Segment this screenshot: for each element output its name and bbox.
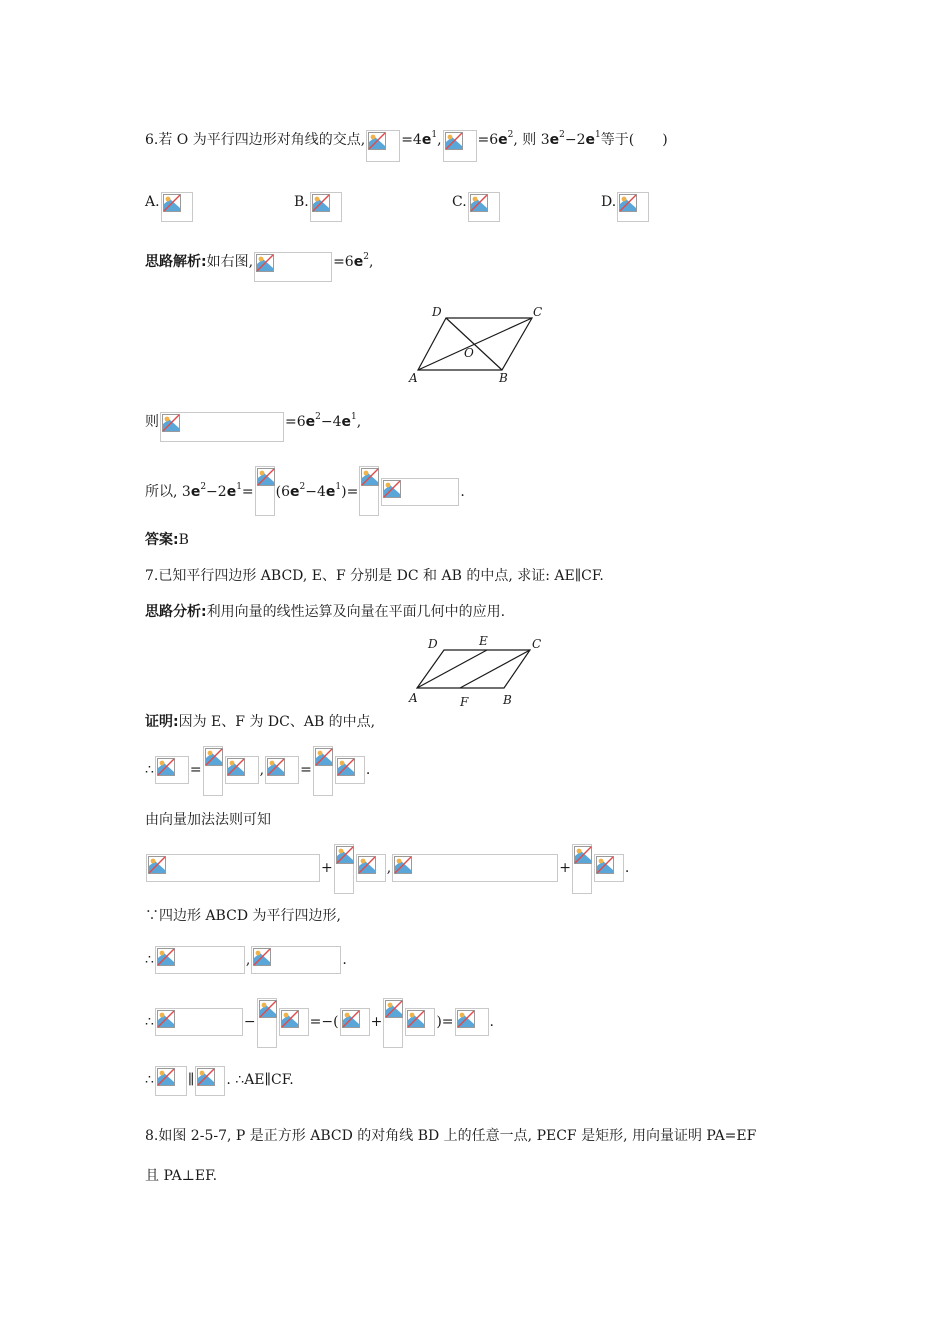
q6-vector-e: e [549, 132, 560, 148]
therefore-symbol: ∴ [145, 762, 154, 778]
analysis-end: , [368, 254, 374, 270]
image-placeholder [265, 756, 299, 784]
broken-image-icon [312, 194, 330, 212]
so-mid2: −4 [305, 484, 326, 500]
broken-image-icon [227, 758, 245, 776]
broken-image-icon [445, 132, 463, 150]
broken-image-icon [257, 468, 275, 486]
proof7-line2 [145, 810, 271, 830]
broken-image-icon [337, 758, 355, 776]
then-sub: 2 [315, 412, 321, 422]
broken-image-icon [157, 1068, 175, 1086]
broken-image-icon [383, 480, 401, 498]
broken-image-icon [315, 748, 333, 766]
so-sub: 2 [200, 482, 207, 492]
image-placeholder [443, 130, 477, 162]
image-placeholder [594, 854, 624, 882]
image-placeholder [392, 854, 558, 882]
so-vector-e: e [325, 484, 336, 500]
option-a [145, 192, 194, 222]
q6-prefix: 6.若 O 为平行四边形对角线的交点, [145, 132, 366, 148]
then-mid: −4 [320, 414, 342, 430]
broken-image-icon [342, 1010, 360, 1028]
vertex-c-label: C [533, 305, 543, 319]
broken-image-icon [267, 758, 285, 776]
answer6-line [145, 530, 189, 550]
q8-line1 [145, 1126, 756, 1146]
parallel-symbol: ∥ [187, 1072, 195, 1088]
fraction-placeholder [203, 746, 223, 796]
image-placeholder [356, 854, 386, 882]
broken-image-icon [574, 846, 592, 864]
analysis-text: 利用向量的线性运算及向量在平面几何中的应用. [206, 604, 506, 620]
proof7-line7 [145, 1066, 294, 1096]
period: . [365, 762, 371, 778]
option-label: A. [145, 194, 160, 210]
then-sub: 1 [351, 412, 357, 422]
proof7-line4 [145, 906, 341, 926]
vertex-a-label: A [409, 691, 418, 705]
vertex-d-label: D [432, 305, 442, 319]
fraction-placeholder [359, 466, 379, 516]
image-placeholder [195, 1066, 225, 1096]
broken-image-icon [457, 1010, 475, 1028]
q8-text: 8.如图 2-5-7, P 是正方形 ABCD 的对角线 BD 上的任意一点, PECF 是矩形, 用向量证明 PA=EF [145, 1128, 757, 1144]
proof-text: ∵四边形 ABCD 为平行四边形, [145, 908, 341, 924]
broken-image-icon [281, 1010, 299, 1028]
q6-comma: , [437, 132, 442, 148]
q6-eq2: =6 [477, 132, 499, 148]
broken-image-icon [259, 1000, 277, 1018]
analysis-label: 思路解析: [145, 254, 207, 270]
q8-text: 且 PA⊥EF. [145, 1168, 218, 1184]
image-placeholder [146, 854, 320, 882]
broken-image-icon [162, 414, 180, 432]
proof7-line1 [145, 746, 370, 796]
vertex-b-label: B [503, 693, 512, 707]
q7-text: 7.已知平行四边形 ABCD, E、F 分别是 DC 和 AB 的中点, 求证: AE∥CF. [145, 568, 604, 584]
answer-value: B [178, 532, 189, 548]
midpoint-f-label: F [460, 695, 469, 709]
proof-text: 因为 E、F 为 DC、AB 的中点, [178, 714, 376, 730]
then-vector-e: e [305, 414, 316, 430]
plus-sign: + [321, 860, 333, 876]
image-placeholder [155, 756, 189, 784]
q7-line [145, 566, 604, 586]
q6-line [145, 130, 668, 162]
then6-line [145, 412, 361, 442]
eq-sign: = [189, 762, 202, 778]
analysis-sub: 2 [363, 252, 369, 262]
image-placeholder [381, 478, 459, 506]
q6-tail: 等于( ) [600, 132, 668, 148]
image-placeholder [279, 1008, 309, 1036]
comma: , [259, 762, 265, 778]
plus-sign: + [559, 860, 571, 876]
parallelogram-outline [417, 650, 530, 688]
eq-neg: =−( [309, 1014, 339, 1030]
image-placeholder [155, 1066, 187, 1096]
broken-image-icon [336, 846, 354, 864]
analysis6-line [145, 252, 373, 282]
so-close: )= [341, 484, 359, 500]
image-placeholder [468, 192, 500, 222]
period: . [624, 860, 630, 876]
proof7-line5 [145, 946, 347, 974]
vertex-c-label: C [532, 637, 542, 651]
proof7-line3 [145, 844, 629, 894]
image-placeholder [225, 756, 259, 784]
segment-fc [460, 650, 530, 688]
analysis-text: 如右图, [206, 254, 254, 270]
proof-text: 由向量加法法则可知 [145, 812, 271, 828]
option-label: B. [294, 194, 309, 210]
image-placeholder [251, 946, 341, 974]
image-placeholder [335, 756, 365, 784]
image-placeholder [617, 192, 649, 222]
minus-sign: − [243, 1014, 256, 1030]
period: . [489, 1014, 494, 1030]
fraction-placeholder [383, 998, 403, 1048]
broken-image-icon [157, 758, 175, 776]
image-placeholder [340, 1008, 370, 1036]
analysis-eq: =6 [333, 254, 354, 270]
analysis-vector-e: e [353, 254, 364, 270]
broken-image-icon [157, 948, 175, 966]
so-vector-e: e [290, 484, 300, 500]
so-end: . [460, 484, 465, 500]
vertex-a-label: A [409, 371, 418, 385]
fraction-placeholder [313, 746, 333, 796]
conclusion-text: . ∴AE∥CF. [226, 1072, 294, 1088]
parallelogram-figure [400, 300, 560, 390]
so-sub: 1 [236, 482, 242, 492]
so-eq: = [241, 484, 254, 500]
q6-sub: 2 [559, 130, 565, 140]
q8-line2 [145, 1166, 217, 1186]
image-placeholder [405, 1008, 435, 1036]
then-text: 则 [145, 414, 159, 430]
broken-image-icon [619, 194, 637, 212]
proof7-line [145, 712, 375, 732]
q6-vector-e: e [585, 132, 596, 148]
broken-image-icon [148, 856, 166, 874]
comma: , [386, 860, 392, 876]
vertex-b-label: B [499, 371, 508, 385]
so-vector-e: e [226, 484, 237, 500]
option-label: C. [452, 194, 467, 210]
q6-sub: 1 [431, 130, 438, 140]
so-sub: 2 [299, 482, 306, 492]
therefore-symbol: ∴ [145, 1014, 154, 1030]
image-placeholder [254, 252, 332, 282]
diagonal-ac [418, 318, 532, 370]
so-sub: 1 [335, 482, 342, 492]
q6-sub: 2 [507, 130, 514, 140]
broken-image-icon [205, 748, 223, 766]
image-placeholder [310, 192, 342, 222]
then-vector-e: e [341, 414, 352, 430]
proof7-line6 [145, 998, 494, 1048]
diagonal-db [446, 318, 502, 370]
image-placeholder [366, 130, 400, 162]
analysis-label: 思路分析: [145, 604, 207, 620]
fraction-placeholder [334, 844, 354, 894]
broken-image-icon [394, 856, 412, 874]
broken-image-icon [361, 468, 379, 486]
plus-sign: + [370, 1014, 383, 1030]
image-placeholder [155, 946, 245, 974]
q6-minus: −2 [564, 132, 586, 148]
fraction-placeholder [257, 998, 277, 1048]
parallelogram-midpoints-figure [400, 630, 560, 714]
then-eq: =6 [285, 414, 306, 430]
segment-ae [417, 650, 487, 688]
q6-sub: 1 [595, 130, 601, 140]
broken-image-icon [596, 856, 614, 874]
q6-suffix: , 则 3 [513, 132, 550, 148]
then-end: , [356, 414, 362, 430]
eq-sign: = [300, 762, 312, 778]
close-paren: )= [436, 1014, 454, 1030]
broken-image-icon [253, 948, 271, 966]
option-c [452, 192, 501, 222]
broken-image-icon [163, 194, 181, 212]
broken-image-icon [368, 132, 386, 150]
so-text: 所以, 3 [145, 484, 191, 500]
fraction-placeholder [572, 844, 592, 894]
vertex-d-label: D [428, 637, 438, 651]
q6-eq1: =4 [401, 132, 422, 148]
broken-image-icon [256, 254, 274, 272]
broken-image-icon [470, 194, 488, 212]
analysis7-line [145, 602, 505, 622]
therefore-symbol: ∴ [145, 952, 154, 968]
q6-vector-e: e [421, 132, 432, 148]
center-o-label: O [464, 346, 474, 360]
image-placeholder [161, 192, 193, 222]
image-placeholder [160, 412, 284, 442]
broken-image-icon [197, 1068, 215, 1086]
fraction-placeholder [255, 466, 275, 516]
broken-image-icon [407, 1010, 425, 1028]
so-mid: −2 [206, 484, 227, 500]
answer-label: 答案: [145, 532, 179, 548]
image-placeholder [155, 1008, 243, 1036]
proof-label: 证明: [145, 714, 179, 730]
broken-image-icon [157, 1010, 175, 1028]
comma: , [245, 952, 251, 968]
so-vector-e: e [190, 484, 201, 500]
q6-vector-e: e [498, 132, 508, 148]
midpoint-e-label: E [479, 634, 488, 648]
therefore-symbol: ∴ [145, 1072, 154, 1088]
so6-line [145, 466, 465, 516]
option-d [601, 192, 650, 222]
broken-image-icon [358, 856, 376, 874]
broken-image-icon [385, 1000, 403, 1018]
image-placeholder [455, 1008, 489, 1036]
period: . [342, 952, 347, 968]
option-label: D. [601, 194, 617, 210]
option-b [294, 192, 343, 222]
so-paren: (6 [275, 484, 291, 500]
